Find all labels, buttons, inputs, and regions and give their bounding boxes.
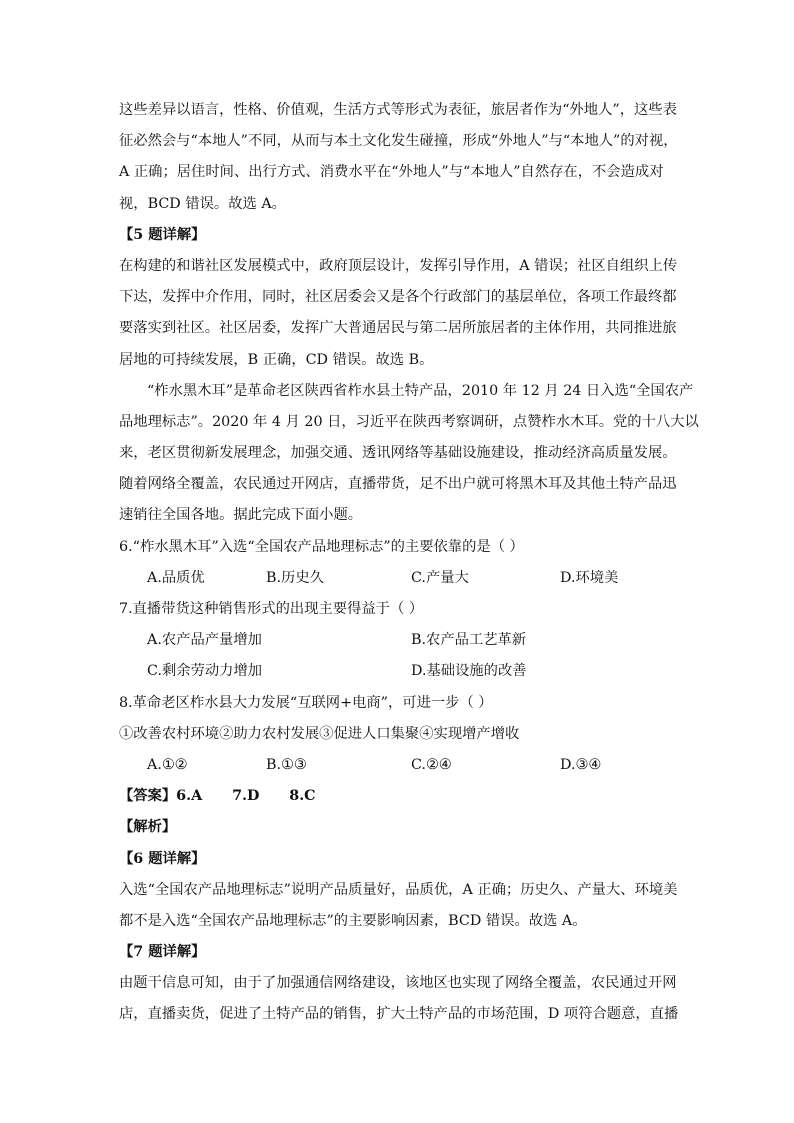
option-a: A.①② (147, 756, 188, 773)
q5-heading: 【5 题详解】 (119, 226, 206, 243)
question-6 (119, 532, 679, 594)
text-line: 下达，发挥中介作用，同时，社区居委会又是各个行政部门的基层单位，各项工作最终都 (119, 289, 677, 306)
text-line: 都不是入选“全国农产品地理标志”的主要影响因素，BCD 错误。故选 A。 (119, 912, 587, 929)
text-line: 要落实到社区。社区居委，发挥广大普通居民与第二居所旅居者的主体作用，共同推进旅 (119, 320, 677, 337)
choices-line: ①改善农村环境②助力农村发展③促进人口集聚④实现增产增收 (119, 725, 520, 742)
text-line: 随着网络全覆盖，农民通过开网店，直播带货，足不出户就可将黑木耳及其他土特产品迅 (119, 476, 677, 493)
option-d: D.环境美 (560, 569, 619, 586)
option-row (119, 656, 679, 687)
text-line: 来，老区贯彻新发展理念，加强交通、透讯网络等基础设施建设，推动经济高质量发展。 (119, 445, 677, 462)
option-c: C.剩余劳动力增加 (147, 663, 263, 680)
text-line: 居地的可持续发展，B 正确，CD 错误。故选 B。 (119, 351, 434, 368)
question-stem: 8.革命老区柞水县大力发展“互联网+电商”，可进一步（ ） (119, 694, 493, 711)
material-paragraph (119, 376, 699, 532)
q7-heading: 【7 题详解】 (119, 944, 206, 961)
text-line: 视，BCD 错误。故选 A。 (119, 195, 286, 212)
option-b: B.①③ (266, 756, 307, 773)
option-a: A.农产品产量增加 (147, 632, 262, 649)
q5-explanation (119, 251, 679, 376)
option-a: A.品质优 (147, 569, 205, 586)
option-row (119, 563, 679, 594)
text-line: 征必然会与“本地人”不同，从而与本土文化发生碰撞，形成“外地人”与“本地人”的对视， (119, 133, 678, 150)
text-line: 由题干信息可知，由于了加强通信网络建设，该地区也实现了网络全覆盖，农民通过开网 (119, 975, 677, 992)
answer-line: 【答案】6.A 7.D 8.C (119, 788, 316, 805)
option-d: D.基础设施的改善 (411, 663, 527, 680)
option-row (119, 625, 679, 656)
option-c: C.②④ (411, 756, 452, 773)
text-line: 速销往全国各地。据此完成下面小题。 (119, 507, 363, 524)
text-line: 入选“全国农产品地理标志”说明产品质量好，品质优，A 正确；历史久、产量大、环境美 (119, 881, 678, 898)
document-body (119, 95, 699, 1031)
text-line: 在构建的和谐社区发展模式中，政府顶层设计，发挥引导作用，A 错误；社区自组织上传 (119, 257, 678, 274)
text-line: “柞水黑木耳”是革命老区陕西省柞水县土特产品，2010 年 12 月 24 日入选“全国农产 (147, 382, 694, 399)
option-b: B.历史久 (266, 569, 324, 586)
option-c: C.产量大 (411, 569, 469, 586)
option-d: D.③④ (560, 756, 602, 773)
q7-explanation (119, 968, 679, 1030)
q6-heading: 【6 题详解】 (119, 850, 206, 867)
text-line: 这些差异以语言，性格、价值观，生活方式等形式为表征，旅居者作为“外地人”，这些表 (119, 102, 677, 118)
text-line: 品地理标志”。2020 年 4 月 20 日，习近平在陕西考察调研，点赞柞水木耳。党的十八大以 (119, 413, 699, 430)
question-7 (119, 594, 679, 688)
q6-explanation (119, 875, 679, 937)
question-stem: 6.“柞水黑木耳”入选“全国农产品地理标志”的主要依靠的是（ ） (119, 538, 524, 555)
option-b: B.农产品工艺革新 (411, 632, 527, 649)
text-line: 店，直播卖货，促进了土特产品的销售，扩大土特产品的市场范围，D 项符合题意，直播 (119, 1006, 679, 1023)
analysis-heading: 【解析】 (119, 819, 177, 836)
option-row (119, 750, 679, 781)
q4-explanation-end (119, 95, 679, 220)
text-line: A 正确；居住时间、出行方式、消费水平在“外地人”与“本地人”自然存在，不会造成对 (119, 164, 664, 181)
question-8 (119, 688, 679, 782)
question-stem: 7.直播带货这种销售形式的出现主要得益于（ ） (119, 601, 424, 617)
